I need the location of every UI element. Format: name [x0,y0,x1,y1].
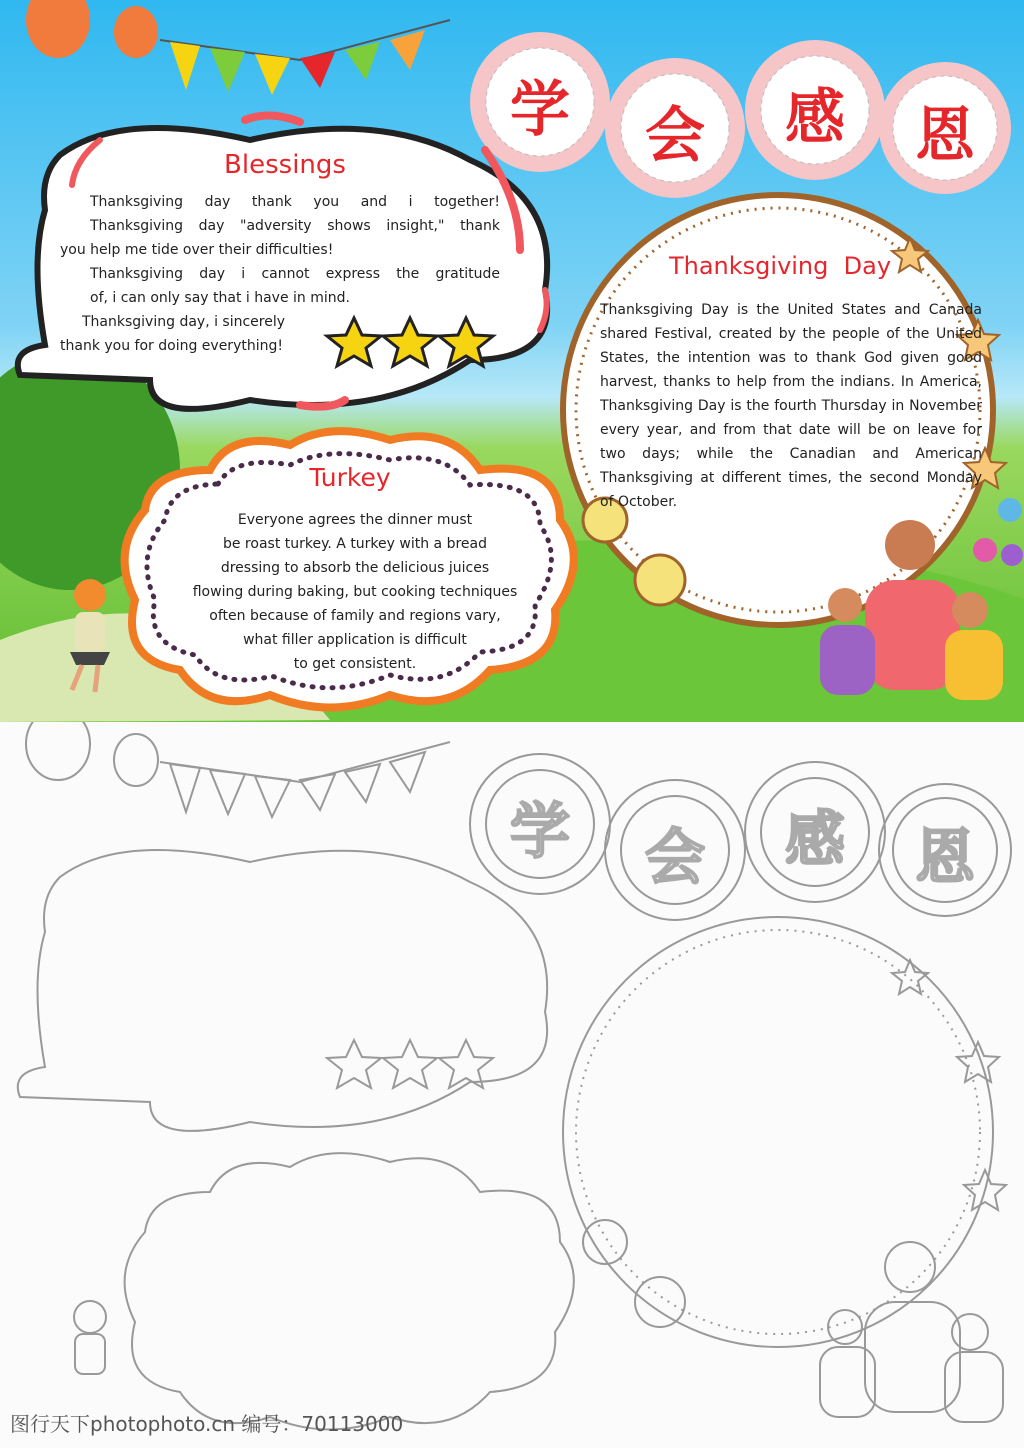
title-char-1: 学 [510,75,570,145]
blessings-title: Blessings [224,150,346,180]
turkey-line: be roast turkey. A turkey with a bread [222,536,487,552]
star-icon [383,1040,437,1088]
bunting-flag [255,54,290,95]
title-char-2: 会 [645,101,705,171]
bunting-flag [210,48,245,92]
bunting-flag [390,30,425,70]
line-art-poster [0,722,1024,1448]
star-icon [327,1040,381,1088]
blessings-line: thank you for doing everything! [60,338,283,354]
turkey-line: dressing to absorb the delicious juices [220,560,490,576]
title-char-3: 感 [785,83,845,153]
title-char-3-outline: 感 [785,805,845,875]
blessings-cloud-outline [18,850,547,1131]
star-icon [957,1042,999,1082]
hot-air-balloon-icon [114,6,158,58]
hot-air-balloon-icon [114,734,158,786]
hot-air-balloon-icon [26,722,90,780]
hot-air-balloon-icon [26,0,90,58]
blessings-line: you help me tide over their difficulties! [60,242,334,258]
turkey-line: often because of family and regions vary, [209,608,501,624]
blessings-line: Thanksgiving day, i sincerely [82,314,286,330]
turkey-title: Turkey [309,463,391,492]
thanksgiving-day-title: Thanksgiving Day [668,252,892,280]
title-char-4: 恩 [915,101,975,171]
turkey-text [162,508,548,676]
bunting-flag [345,42,380,80]
blessings-text [60,190,500,358]
title-char-1-outline: 学 [510,797,570,867]
girl-outline [74,1301,106,1374]
thanksgiving-day-text: Thanksgiving Day is the United States and Canada shared Festival, created by the people of the United States, the intention was to thank God given good harvest, thanks to help from the indians. In America, Thanksgiving Day is the fourth Thursday in November every year, and from that date will be on leave for two days; while the Canadian and American Thanksgiving at different times, the second Monday of October. [600,302,982,510]
family-outline [820,1242,1003,1422]
turkey-line: to get consistent. [293,656,417,672]
bunting-flag [170,42,200,90]
bunting-flag [300,52,335,88]
blessings-line: of, i can only say that i have in mind. [90,290,350,306]
title-char-4-outline: 恩 [915,823,975,893]
title-char-2-outline: 会 [645,823,705,893]
turkey-line: Everyone agrees the dinner must [237,512,473,528]
turkey-cloud-outline [125,1153,574,1429]
watermark-text: 图行天下photophoto.cn 编号：70113000 [10,1412,404,1436]
blessings-line: Thanksgiving day thank you and i together! [90,194,500,210]
star-icon [892,960,928,994]
colored-poster [0,0,1024,722]
turkey-line: flowing during baking, but cooking techniques [192,584,518,600]
blessings-line: Thanksgiving day i cannot express the gratitude [90,266,500,282]
turkey-line: what filler application is difficult [243,632,467,648]
blessings-line: Thanksgiving day "adversity shows insight," thank [90,218,500,234]
